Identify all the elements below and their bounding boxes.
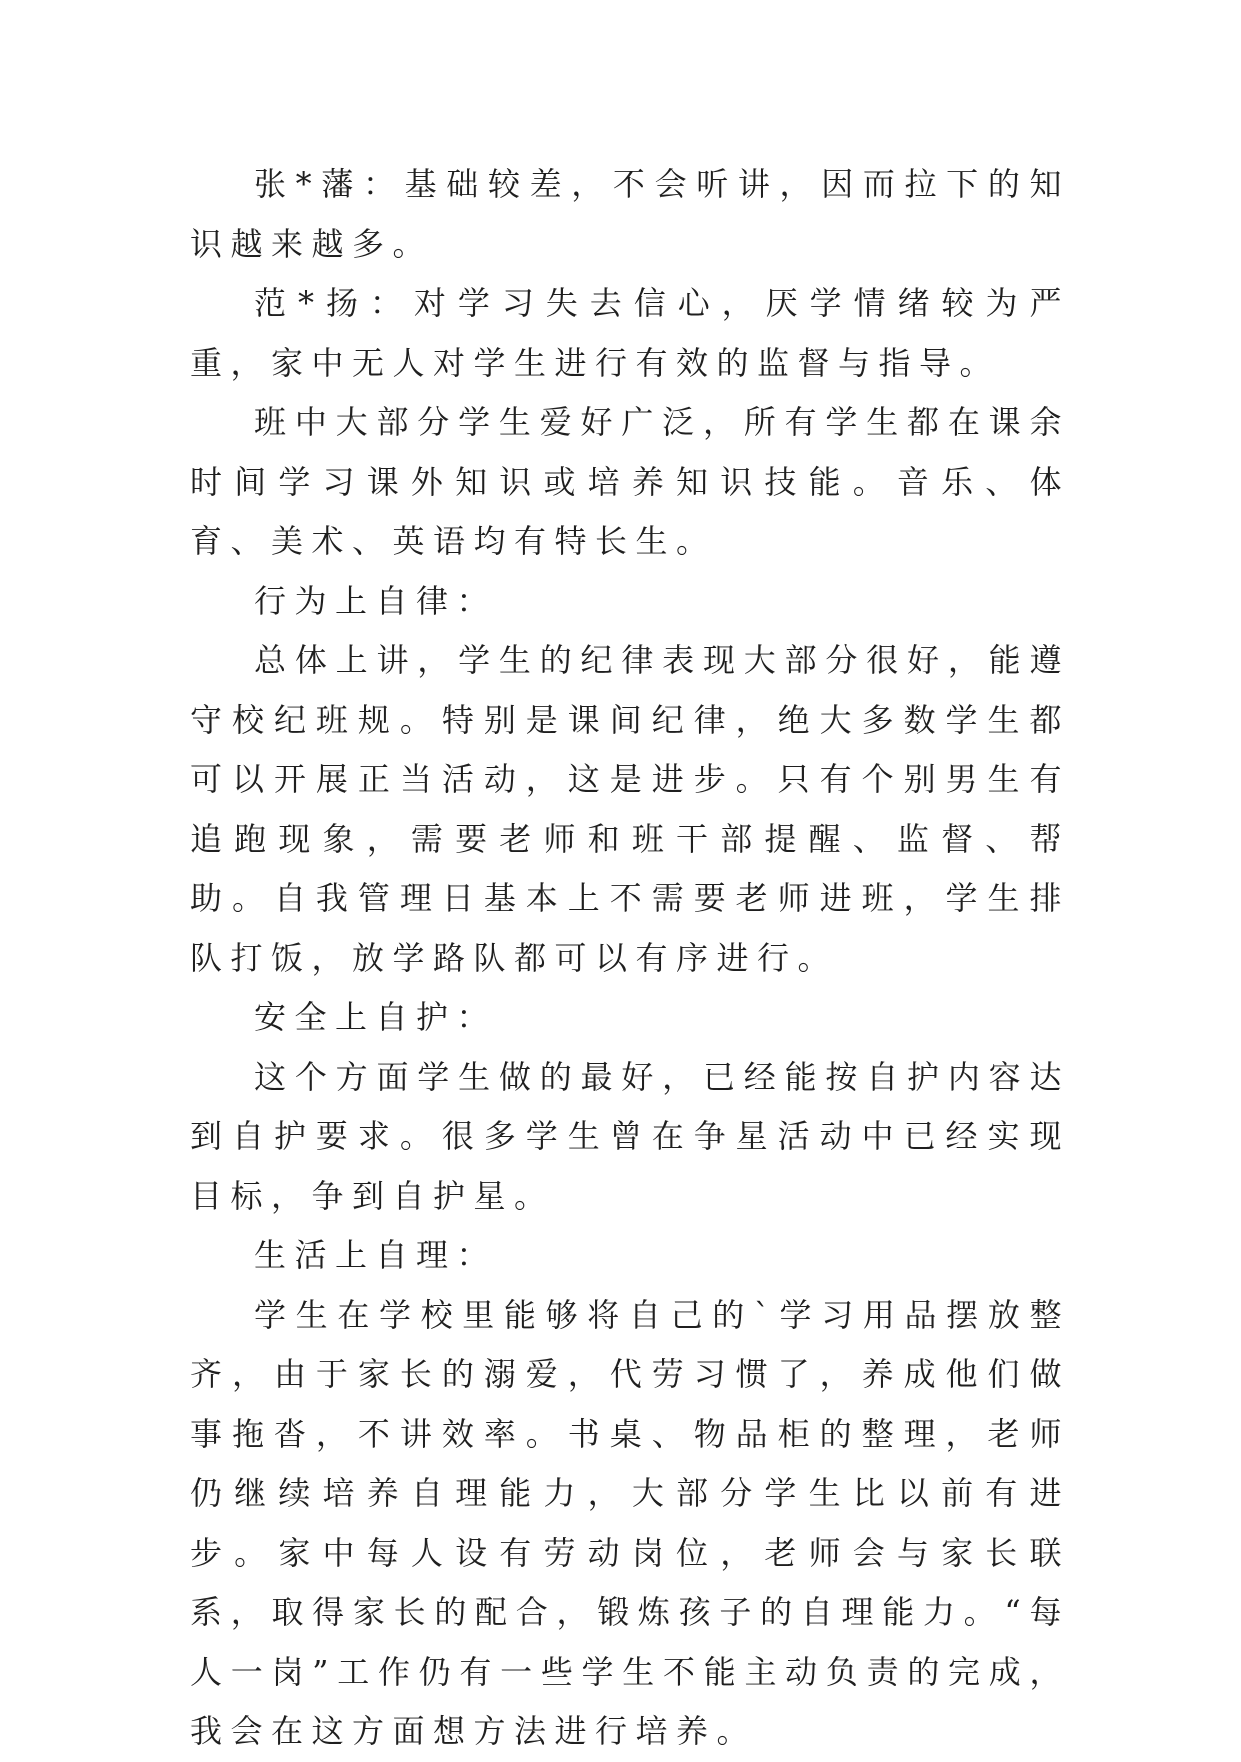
paragraph-life: 学生在学校里能够将自己的`学习用品摆放整齐，由于家长的溺爱，代劳习惯了，养成他们做事拖沓，不讲效率。书桌、物品柜的整理，老师仍继续培养自理能力，大部分学生比以前有进步。家中每人设有劳动岗位，老师会与家长联系，取得家长的配合，锻炼孩子的自理能力。“每人一岗”工作仍有一些学生不能主动负责的完成，我会在这方面想方法进行培养。 [190, 1295, 1070, 1750]
heading-safety-self-protection: 安全上自护： [254, 998, 498, 1036]
paragraph-safety: 这个方面学生做的最好，已经能按自护内容达到自护要求。很多学生曾在争星活动中已经实现目标，争到自护星。 [190, 1057, 1070, 1215]
heading-life-self-care: 生活上自理： [254, 1236, 498, 1274]
paragraph-hobbies: 班中大部分学生爱好广泛，所有学生都在课余时间学习课外知识或培养知识技能。音乐、体育、美术、英语均有特长生。 [190, 403, 1070, 560]
paragraph-behavior: 总体上讲，学生的纪律表现大部分很好，能遵守校纪班规。特别是课间纪律，绝大多数学生都可以开展正当活动，这是进步。只有个别男生有追跑现象，需要老师和班干部提醒、监督、帮助。自我管理日基本上不需要老师进班，学生排队打饭，放学路队都可以有序进行。 [190, 641, 1070, 977]
document-body [190, 155, 1070, 1762]
paragraph-student-zhang: 张*藩：基础较差，不会听讲，因而拉下的知识越来越多。 [190, 165, 1070, 263]
heading-behavior-self-discipline: 行为上自律： [254, 581, 498, 620]
paragraph-student-fan: 范*扬：对学习失去信心，厌学情绪较为严重，家中无人对学生进行有效的监督与指导。 [190, 284, 1070, 382]
